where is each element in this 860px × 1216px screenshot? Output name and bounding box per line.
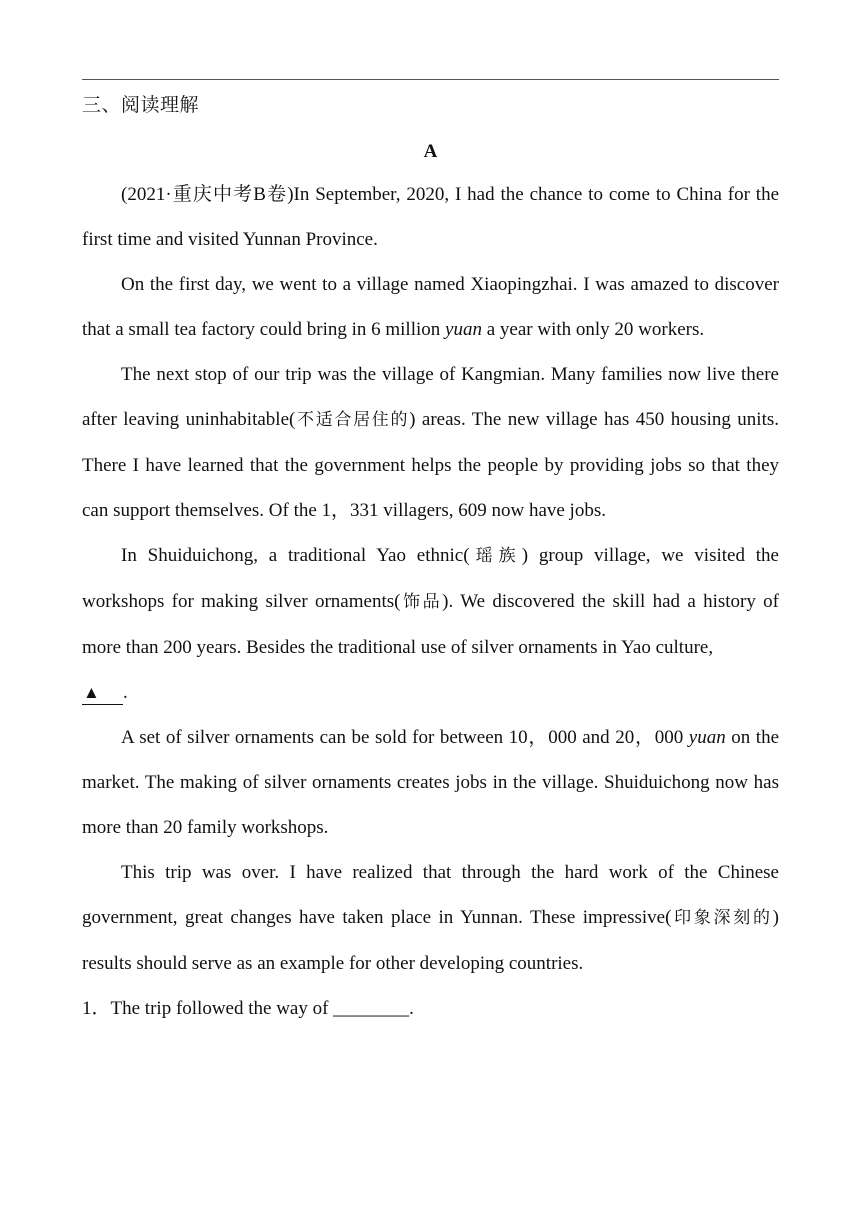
answer-blank-marker: ▲ [82,682,123,705]
paragraph-5 [82,715,779,850]
source-citation: (2021·重庆中考B卷) [121,184,294,205]
paragraph-5-text-a: A set of silver ornaments can be sold for between 10，000 and 20，000 [121,727,689,748]
reading-passage [82,172,779,1031]
blank-end-punct: . [123,682,128,703]
paragraph-3-gloss: 不适合居住的 [295,410,410,430]
paragraph-2 [82,262,779,352]
paragraph-5-text-b: on the market. The making of silver ornaments creates jobs in the village. Shuiduichong now has more than 20 family workshops. [82,727,780,838]
paragraph-5-italic: yuan [688,727,726,748]
paragraph-6-text-a: This trip was over. I have realized that through the hard work of the Chinese government, great changes have taken place in Yunnan. These impressive( [82,862,779,928]
paragraph-1 [82,172,779,262]
paragraph-2-italic: yuan [445,319,482,340]
paragraph-1-text: In September, 2020, I had the chance to come to China for the first time and visited Yunnan Province. [82,184,779,250]
section-heading: 三、阅读理解 [82,94,200,116]
question-text: The trip followed the way of ________. [110,998,414,1019]
paragraph-2-text-a: On the first day, we went to a village named Xiaopingzhai. I was amazed to discover that a small tea factory could bring in 6 million [82,274,779,340]
header-rule [82,79,779,80]
question-1 [82,986,779,1031]
passage-label: A [423,141,438,162]
question-number: 1． [82,998,111,1019]
paragraph-4-gloss-2: 饰品 [400,592,443,612]
paragraph-4 [82,533,779,670]
answer-blank-line [82,670,779,715]
paragraph-4-gloss-1: 瑶族 [469,546,522,566]
paragraph-6-text-b: ) results should serve as an example for other developing countries. [82,907,779,974]
paragraph-3 [82,352,779,533]
paragraph-6 [82,850,779,986]
paragraph-3-text-a: The next stop of our trip was the village of Kangmian. Many families now live there after leaving uninhabitable( [82,364,779,430]
paragraph-4-text-a: In Shuiduichong, a traditional Yao ethnic( [121,545,470,566]
paragraph-4-text-c: ). We discovered the skill had a history of more than 200 years. Besides the traditional use of silver ornaments in Yao culture, [82,591,780,658]
paragraph-4-text-b: ) group village, we visited the workshops for making silver ornaments( [82,545,779,612]
paragraph-2-text-b: a year with only 20 workers. [481,319,705,340]
paragraph-3-text-b: ) areas. The new village has 450 housing units. There I have learned that the government helps the people by providing jobs so that they can support themselves. Of the 1，331 villagers, 609 now have jobs. [82,409,780,521]
paragraph-6-gloss: 印象深刻的 [671,908,773,928]
